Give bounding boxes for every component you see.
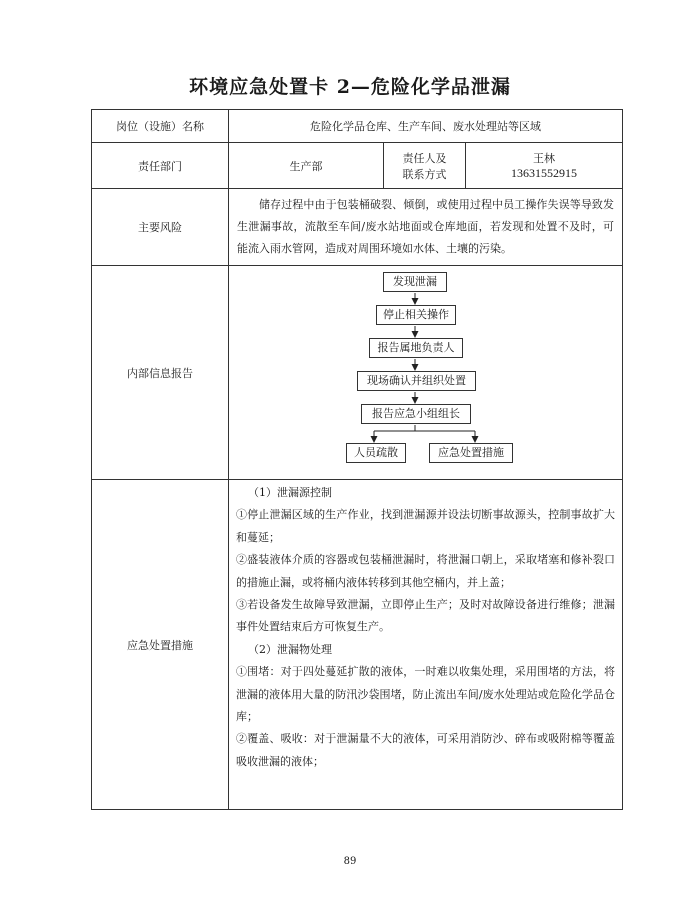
post-label: 岗位（设施）名称 <box>92 110 229 143</box>
measures-heading-2: （2）泄漏物处理 <box>248 642 332 656</box>
flow-step-discover: 发现泄漏 <box>383 272 447 292</box>
report-label: 内部信息报告 <box>92 266 229 480</box>
row-measures <box>92 480 623 810</box>
measures-label: 应急处置措施 <box>92 480 229 810</box>
flowchart <box>229 270 622 476</box>
row-risk <box>92 189 623 266</box>
measures-item: ③若设备发生故障导致泄漏，立即停止生产；及时对故障设备进行维修；泄漏事件处置结束后方可恢复生产。 <box>236 598 616 634</box>
contact-name: 王林 <box>533 152 555 165</box>
flow-step-confirm: 现场确认并组织处置 <box>357 371 476 391</box>
flow-step-stop: 停止相关操作 <box>376 305 456 325</box>
page-number: 89 <box>343 856 357 867</box>
measures-heading-1: （1）泄漏源控制 <box>248 486 332 499</box>
measures-item: ①停止泄漏区域的生产作业，找到泄漏源并设法切断事故源头，控制事故扩大和蔓延； <box>236 508 616 544</box>
measures-text <box>229 480 623 810</box>
emergency-card-table <box>91 109 623 810</box>
contact-value <box>466 143 623 189</box>
card-title: 环境应急处置卡 2—危险化学品泄漏 <box>189 76 511 98</box>
contact-phone: 13631552915 <box>511 166 577 180</box>
risk-label: 主要风险 <box>92 189 229 266</box>
row-dept <box>92 143 623 189</box>
dept-label: 责任部门 <box>92 143 229 189</box>
row-report <box>92 266 623 480</box>
flow-step-report-local: 报告属地负责人 <box>369 338 463 358</box>
flowchart-cell <box>229 266 623 480</box>
risk-text: 储存过程中由于包装桶破裂、倾倒，或使用过程中员工操作失误等导致发生泄漏事故，流散至车间/废水站地面或仓库地面，若发现和处置不及时，可能流入雨水管网，造成对周围环境如水体、土壤的污染。 <box>229 189 623 266</box>
flow-branch-measures: 应急处置措施 <box>429 443 513 463</box>
row-post <box>92 110 623 143</box>
contact-label-line2: 联系方式 <box>402 167 447 181</box>
contact-label <box>384 143 466 189</box>
flow-step-report-leader: 报告应急小组组长 <box>361 404 471 424</box>
measures-item: ②盛装液体介质的容器或包装桶泄漏时，将泄漏口朝上，采取堵塞和修补裂口的措施止漏，或将桶内液体转移到其他空桶内，并上盖； <box>236 553 616 589</box>
contact-label-line1: 责任人及 <box>402 151 447 165</box>
flow-branch-evacuate: 人员疏散 <box>346 443 406 463</box>
dept-value: 生产部 <box>229 143 384 189</box>
measures-item: ①围堵：对于四处蔓延扩散的液体，一时难以收集处理，采用围堵的方法，将泄漏的液体用大量的防汛沙袋围堵，防止流出车间/废水处理站或危险化学品仓库； <box>236 665 616 724</box>
measures-item: ②覆盖、吸收：对于泄漏量不大的液体，可采用消防沙、碎布或吸附棉等覆盖吸收泄漏的液体； <box>236 732 616 768</box>
post-value: 危险化学品仓库、生产车间、废水处理站等区域 <box>229 110 623 143</box>
